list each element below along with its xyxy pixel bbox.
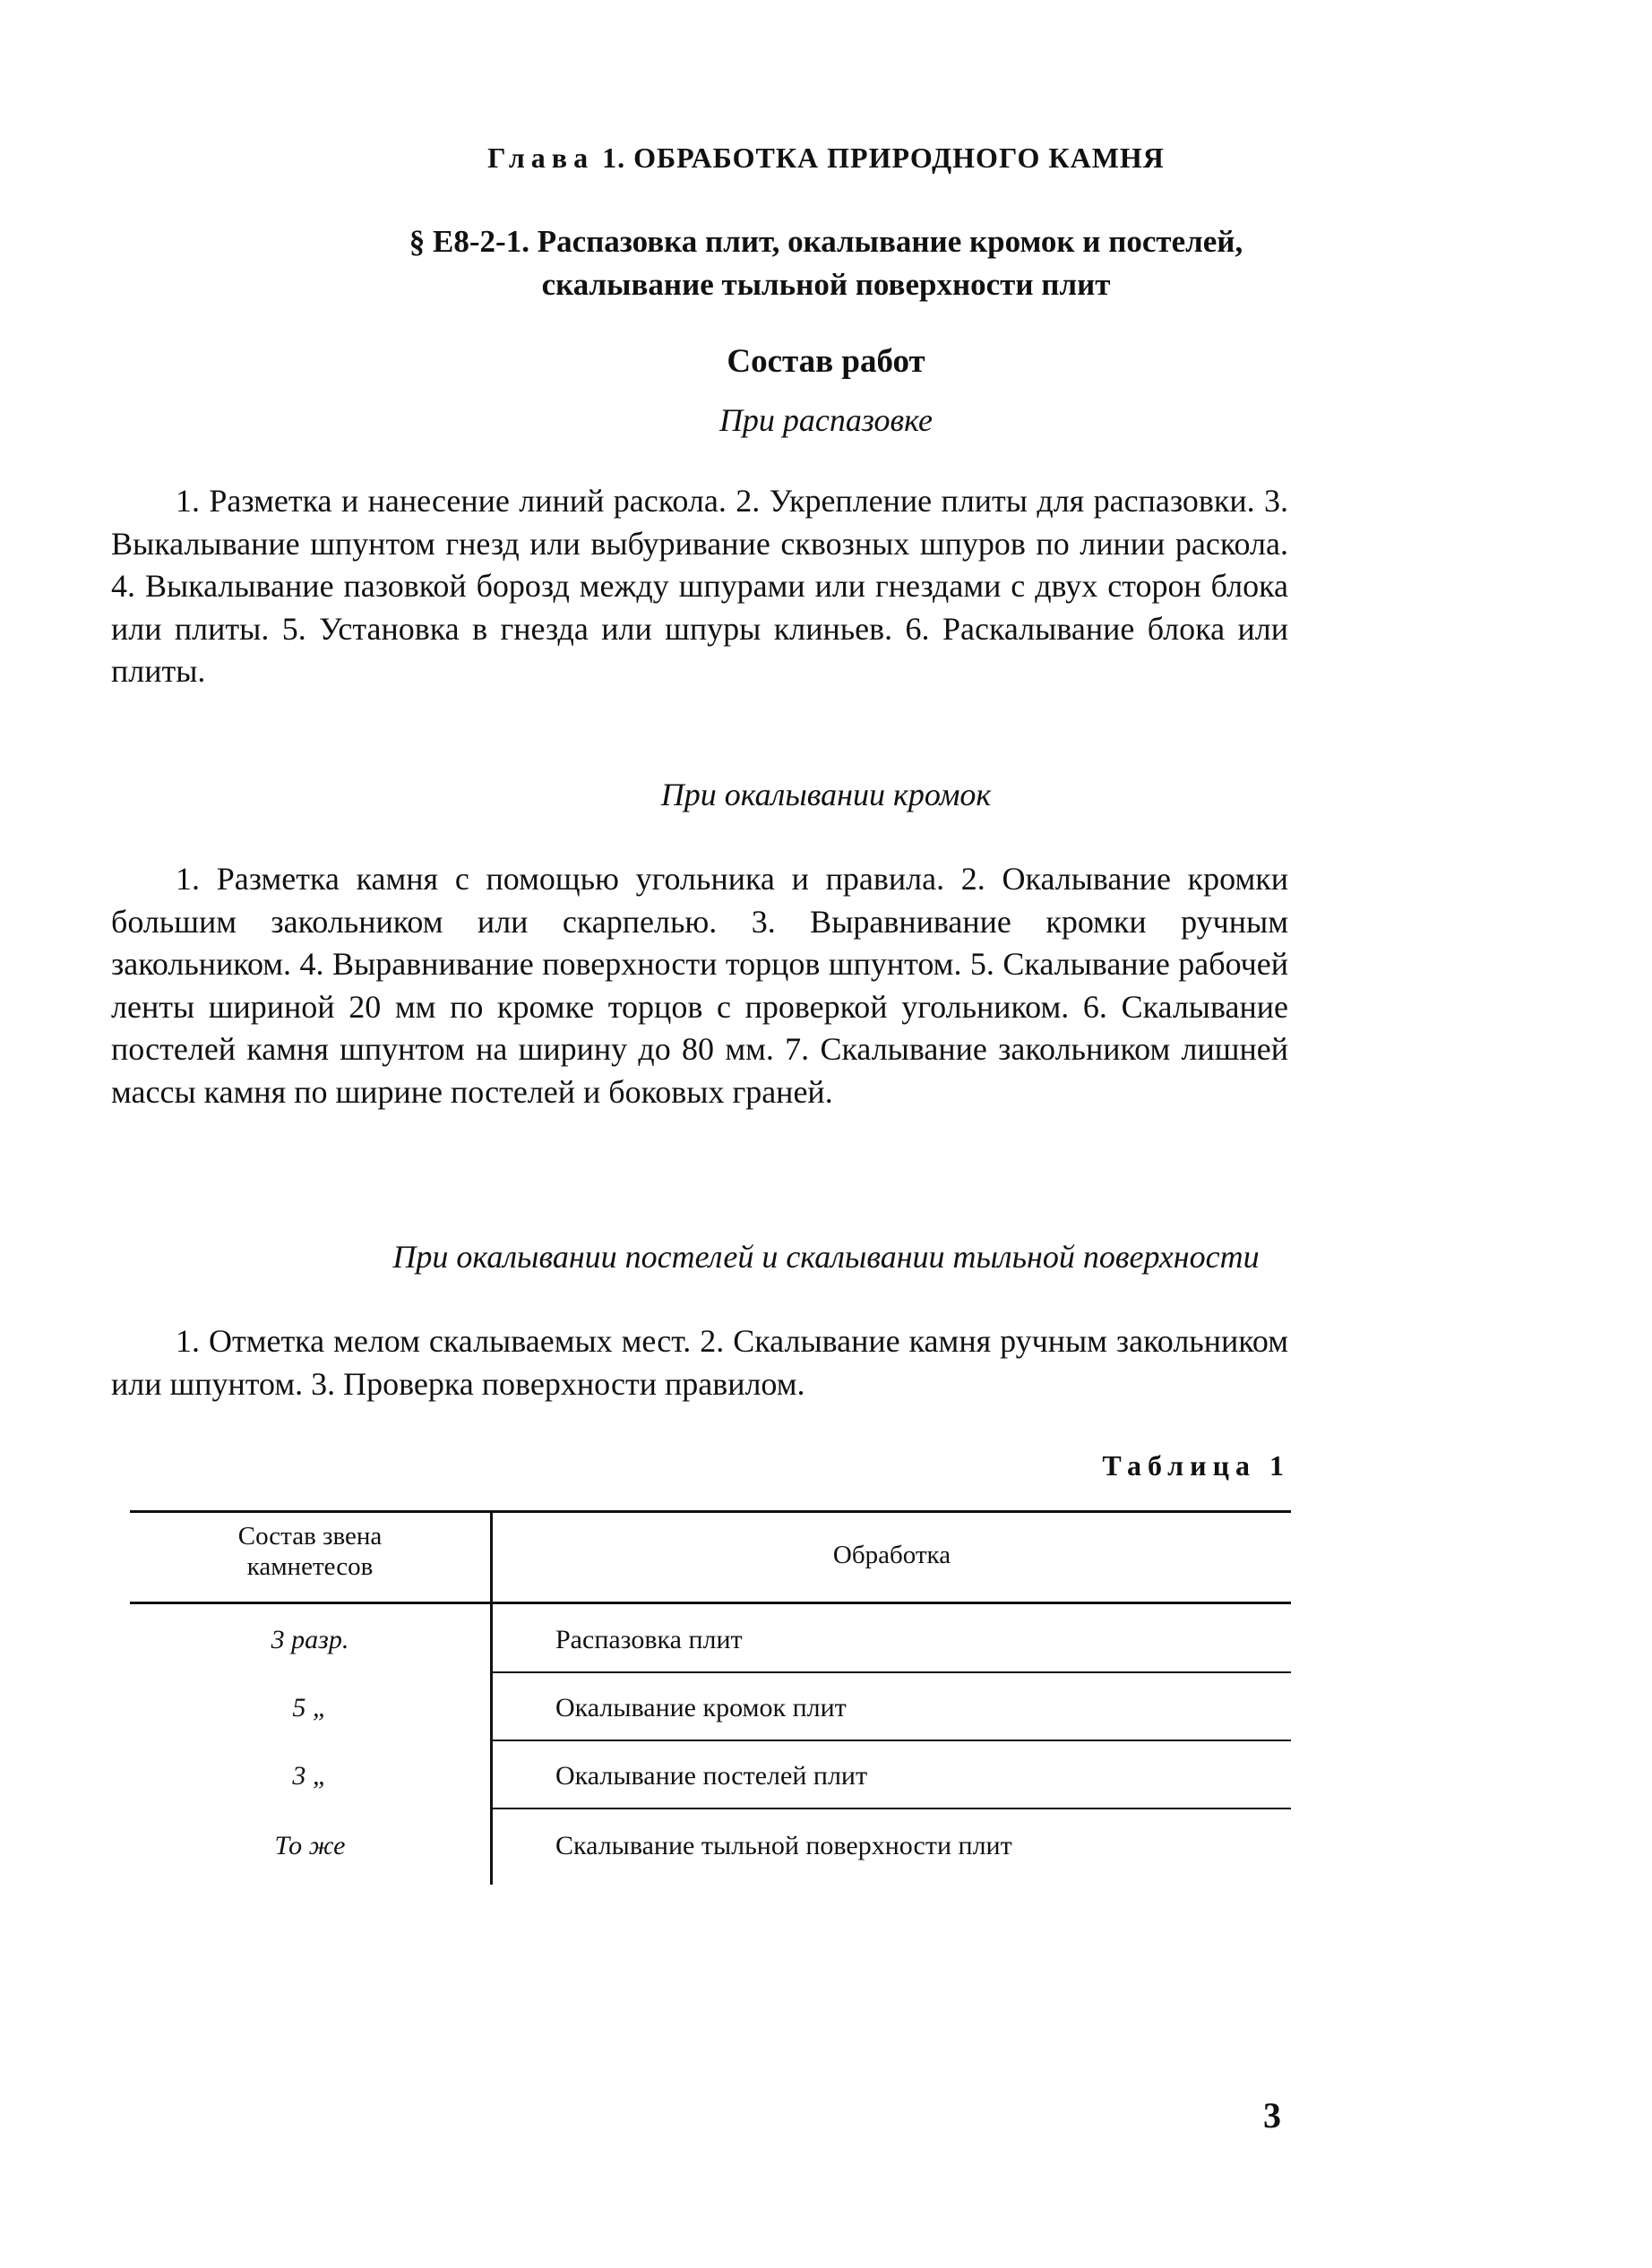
block-text-2: 1. Разметка камня с помощью угольника и правила. 2. Окалывание кромки большим закольником или скарпелью. 3. Выравнивание кромки ручным закольником. 4. Выравнивание поверхности торцов шпунтом. 5. Скалывание рабочей ленты шириной 20 мм по кромке торцов с проверкой угольником. 6. Скалывание постелей камня шпунтом на ширину до 80 мм. 7. Скалывание закольником лишней массы камня по ширине постелей и боковых граней. — [111, 861, 1288, 1110]
table-header-crew — [130, 1521, 490, 1582]
table-row-rule — [493, 1808, 1291, 1809]
block-text-1: 1. Разметка и нанесение линий раскола. 2. Укрепление плиты для распазовки. 3. Выкалывание шпунтом гнезд или выбуривание сквозных шпуров по линии раскола. 4. Выкалывание пазовкой борозд между шпурами или гнездами с двух сторон блока или плиты. 5. Установка в гнезда или шпуры клиньев. 6. Раскалывание блока или плиты. — [111, 483, 1288, 689]
table-header-work: Обработка — [832, 1541, 951, 1569]
section-title-line1: § Е8-2-1. Распазовка плит, окалывание кромок и постелей, — [409, 224, 1243, 259]
table-row-crew: То же — [274, 1831, 346, 1860]
table-top-rule — [130, 1510, 1291, 1513]
section-heading — [0, 220, 1652, 306]
table-row-rule — [493, 1671, 1291, 1673]
block-heading-2: При окалывании кромок — [660, 777, 992, 812]
composition-title: Состав работ — [727, 343, 925, 380]
chapter-label: Глава — [487, 142, 595, 174]
block-text-3: 1. Отметка мелом скалываемых мест. 2. Скалывание камня ручным закольником или шпунтом. 3. Проверка поверхности правилом. — [111, 1323, 1288, 1402]
table-row-crew: 5 „ — [292, 1693, 328, 1722]
table-caption: Таблица 1 — [1102, 1449, 1290, 1482]
chapter-title: 1. ОБРАБОТКА ПРИРОДНОГО КАМНЯ — [602, 142, 1165, 174]
section-title-line2: скалывание тыльной поверхности плит — [541, 267, 1111, 302]
table-header-crew-line2: камнетесов — [246, 1552, 374, 1581]
block-heading-3: При окалывании постелей и скалывании тыльной поверхности — [392, 1239, 1260, 1275]
table-row-work: Распазовка плит — [555, 1625, 743, 1654]
table-row-work: Скалывание тыльной поверхности плит — [555, 1831, 1012, 1860]
page-number: 3 — [1263, 2095, 1281, 2135]
table-header-crew-line1: Состав звена — [237, 1522, 383, 1551]
table-row-work: Окалывание кромок плит — [555, 1693, 847, 1722]
block-heading-1: При распазовке — [718, 402, 934, 438]
table-header-rule — [130, 1602, 1291, 1604]
chapter-heading — [0, 142, 1652, 175]
table-row-work: Окалывание постелей плит — [555, 1761, 868, 1791]
table-row-crew: 3 разр. — [271, 1625, 349, 1654]
table-row-crew: 3 „ — [292, 1761, 328, 1791]
table-row-rule — [493, 1740, 1291, 1741]
